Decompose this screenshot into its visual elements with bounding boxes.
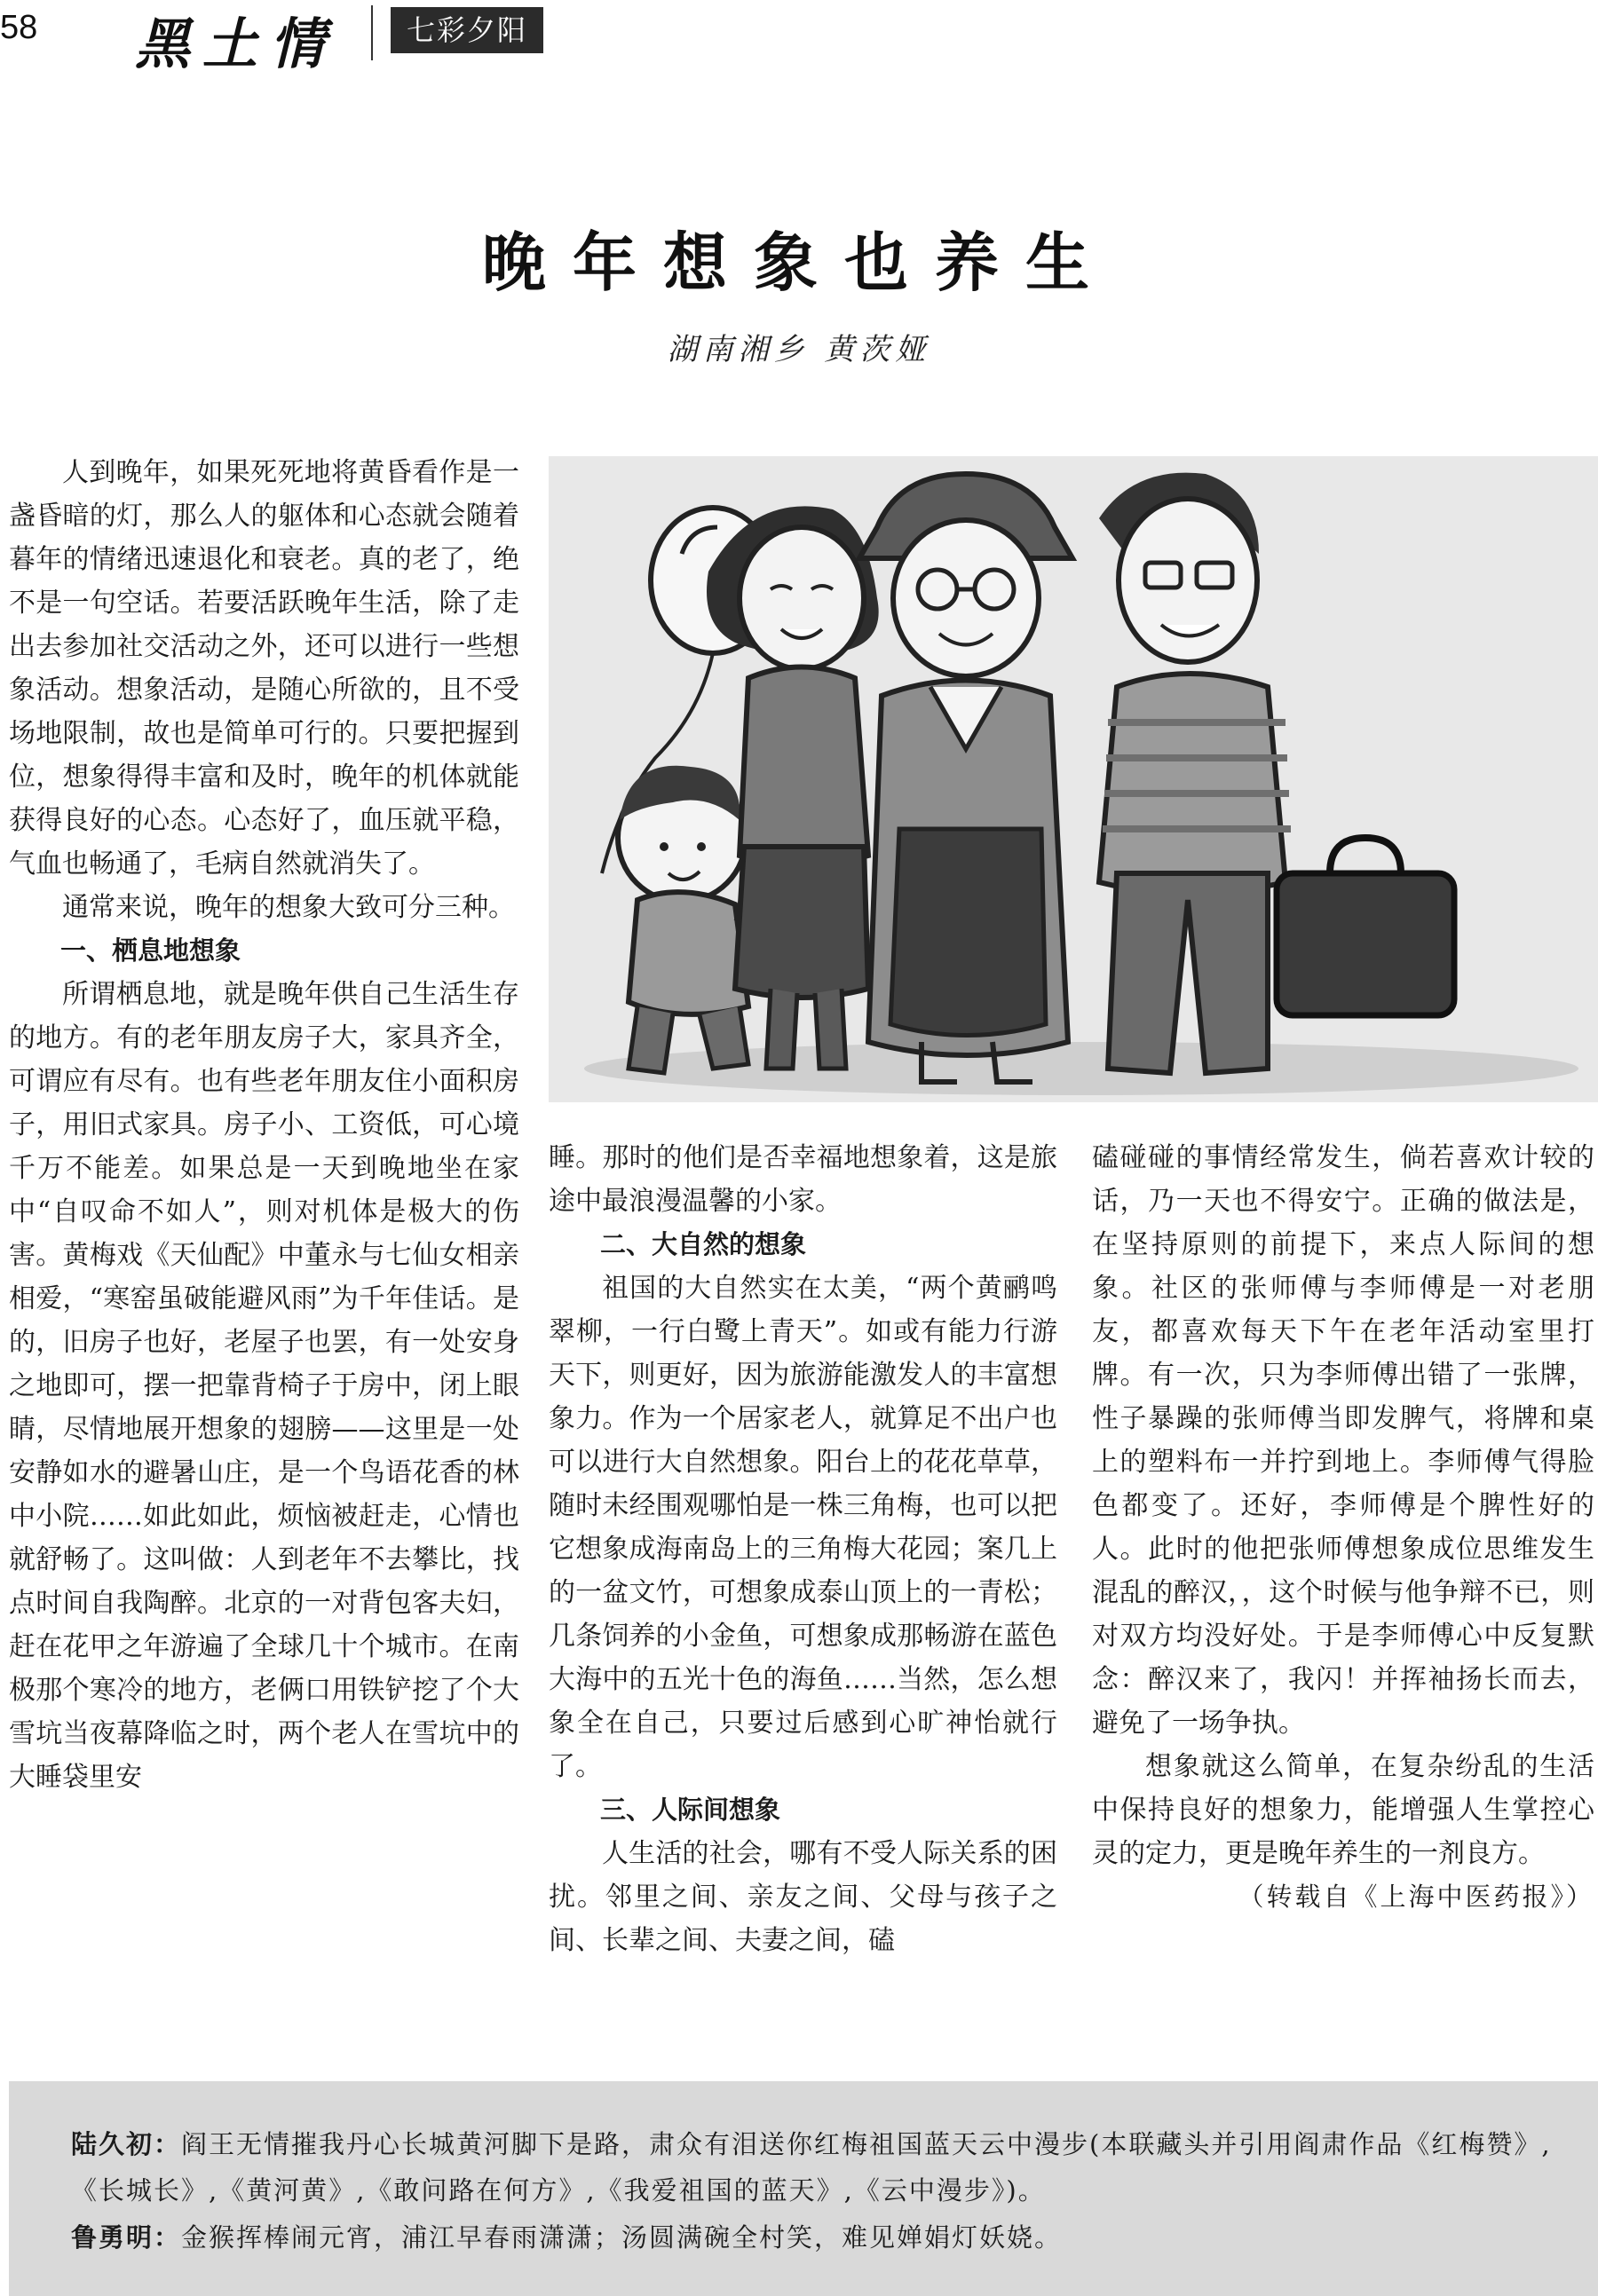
section-subheading: 二、大自然的想象 [600, 1229, 807, 1259]
section-subheading: 三、人际间想象 [600, 1795, 781, 1825]
paragraph: 人到晚年，如果死死地将黄昏看作是一盏昏暗的灯，那么人的躯体和心态就会随着暮年的情绪迅速退化和衰老。真的老了，绝不是一句空话。若要活跃晚年生活，除了走出去参加社交活动之外，还可以进行一些想象活动。想象活动，是随心所欲的，且不受场地限制，故也是简单可行的。只要把握到位，想象得得丰富和及时，晚年的机体就能获得良好的心态。心态好了，血压就平稳，气血也畅通了，毛病自然就消失了。 [9, 457, 519, 880]
family-illustration [549, 456, 1598, 1102]
couplet-1-text: 阎王无情摧我丹心长城黄河脚下是路，肃众有泪送你红梅祖国蓝天云中漫步(本联藏头并引用阎肃作品《红梅赞》,《长城长》,《黄河黄》,《敢问路在何方》,《我爱祖国的蓝天》,《云中漫步》)。 [71, 2129, 1552, 2205]
paragraph: 通常来说，晚年的想象大致可分三种。 [62, 892, 515, 923]
couplet-1 [71, 2121, 1571, 2213]
magazine-title: 黑土情 [135, 12, 338, 76]
couplet-box [9, 2081, 1598, 2296]
source-note: （转载自《上海中医药报》） [1238, 1882, 1594, 1912]
page-header [0, 0, 1598, 76]
page-number: 58 [0, 9, 38, 46]
article-title: 晚年想象也养生 [481, 225, 1116, 300]
couplet-1-author: 陆久初： [71, 2129, 182, 2159]
couplet-2 [71, 2214, 1571, 2260]
section-label: 七彩夕阳 [391, 7, 543, 53]
text-column-3 [1092, 1136, 1594, 1919]
header-divider [371, 5, 373, 60]
couplet-2-author: 鲁勇明： [71, 2222, 182, 2253]
paragraph-continued: 磕碰碰的事情经常发生，倘若喜欢计较的话，乃一天也不得安宁。正确的做法是，在坚持原则的前提下，来点人际间的想象。社区的张师傅与李师傅是一对老朋友，都喜欢每天下午在老年活动室里打牌。有一次，只为李师傅出错了一张牌，性子暴躁的张师傅当即发脾气，将牌和桌上的塑料布一并拧到地上。李师傅气得脸色都变了。还好，李师傅是个脾性好的人。此时的他把张师傅想象成位思维发生混乱的醉汉，，这个时候与他争辩不已，则对双方均没好处。于是李师傅心中反复默念：醉汉来了，我闪！并挥袖扬长而去，避免了一场争执。 [1092, 1142, 1594, 1739]
paragraph: 人生活的社会，哪有不受人际关系的困扰。邻里之间、亲友之间、父母与孩子之间、长辈之间、夫妻之间，磕 [549, 1838, 1057, 1956]
text-column-1 [9, 451, 519, 1799]
paragraph: 所谓栖息地，就是晚年供自己生活生存的地方。有的老年朋友房子大，家具齐全，可谓应有尽有。也有些老年朋友住小面积房子，用旧式家具。房子小、工资低，可心境千万不能差。如果总是一天到晚地坐在家中“自叹命不如人”，则对机体是极大的伤害。黄梅戏《天仙配》中董永与七仙女相亲相爱，“寒窑虽破能避风雨”为千年佳话。是的，旧房子也好，老屋子也罢，有一处安身之地即可，摆一把靠背椅子于房中，闭上眼睛，尽情地展开想象的翅膀——这里是一处安静如水的避暑山庄，是一个鸟语花香的林中小院……如此如此，烦恼被赶走，心情也就舒畅了。这叫做：人到老年不去攀比，找点时间自我陶醉。北京的一对背包客夫妇，赶在花甲之年游遍了全球几十个城市。在南极那个寒冷的地方，老俩口用铁铲挖了个大雪坑当夜幕降临之时，两个老人在雪坑中的大睡袋里安 [9, 979, 519, 1793]
article-byline: 湖南湘乡 黄茨娅 [667, 332, 931, 367]
section-subheading: 一、栖息地想象 [60, 935, 241, 966]
paragraph: 祖国的大自然实在太美，“两个黄鹂鸣翠柳，一行白鹭上青天”。如或有能力行游天下，则更好，因为旅游能激发人的丰富想象力。作为一个居家老人，就算足不出户也可以进行大自然想象。阳台上的花花草草，随时未经围观哪怕是一株三角梅，也可以把它想象成海南岛上的三角梅大花园；案几上的一盆文竹，可想象成泰山顶上的一青松；几条饲养的小金鱼，可想象成那畅游在蓝色大海中的五光十色的海鱼……当然，怎么想象全在自己，只要过后感到心旷神怡就行了。 [549, 1273, 1057, 1782]
paragraph-continued: 睡。那时的他们是否幸福地想象着，这是旅途中最浪漫温馨的小家。 [549, 1142, 1057, 1217]
family-cartoon-image [549, 456, 1598, 1102]
couplet-2-text: 金猴挥棒闹元宵，浦江早春雨潇潇；汤圆满碗全村笑，难见婵娟灯妖娆。 [181, 2222, 1063, 2253]
text-column-2 [549, 1136, 1057, 1962]
paragraph: 想象就这么简单，在复杂纷乱的生活中保持良好的想象力，能增强人生掌控心灵的定力，更是晚年养生的一剂良方。 [1092, 1751, 1594, 1869]
